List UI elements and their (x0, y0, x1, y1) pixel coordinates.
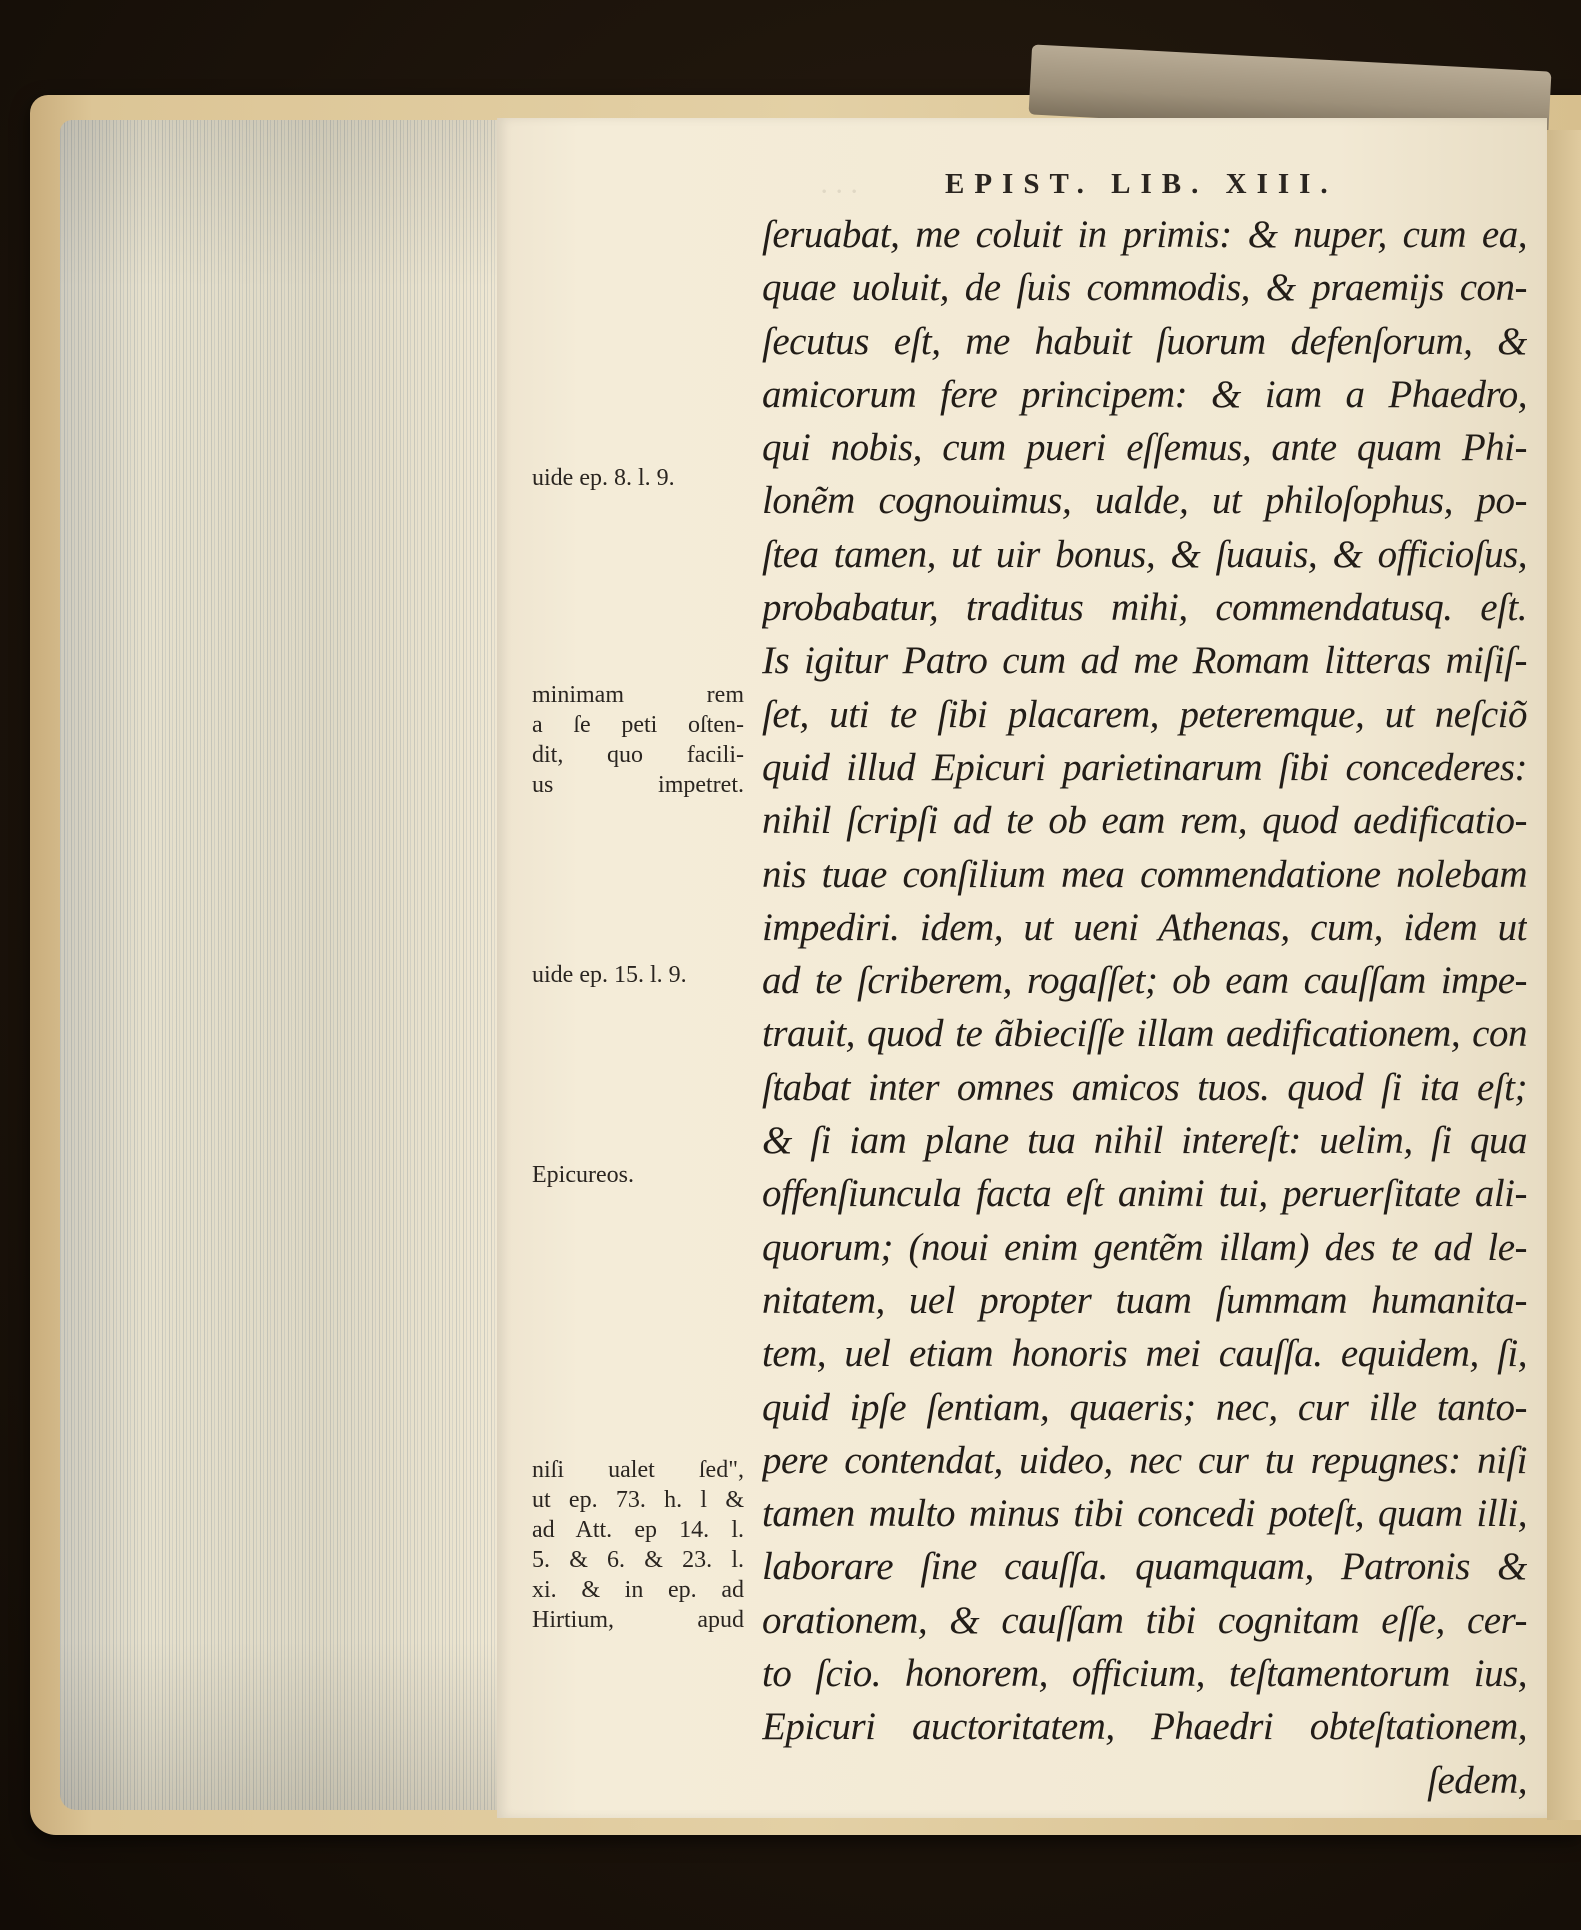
body-text (762, 208, 1527, 1807)
show-through-text: · · · (820, 175, 858, 208)
marginal-line: ut ep. 73. h. l & (532, 1487, 744, 1513)
text-line: & ſi iam plane tua nihil intereſt: uelim, ſi qua (762, 1119, 1527, 1163)
catchword: ſedem, (1427, 1758, 1527, 1802)
text-line: quae uoluit, de ſuis commodis, & praemijs con- (762, 266, 1527, 310)
text-line: ſeruabat, me coluit in primis: & nuper, cum ea, (762, 213, 1527, 256)
text-line: impediri. idem, ut ueni Athenas, cum, idem ut (762, 905, 1527, 949)
text-line: nihil ſcripſi ad te ob eam rem, quod aedificatio- (762, 799, 1527, 843)
text-line: offenſiuncula facta eſt animi tui, peruerſitate ali- (762, 1172, 1527, 1216)
marginal-note-3 (532, 960, 744, 990)
marginal-line: minimam rem (532, 682, 744, 708)
text-line: laborare ſine cauſſa. quamquam, Patronis & (762, 1545, 1527, 1589)
marginal-line: uide ep. 15. l. 9. (532, 962, 687, 988)
text-line: ſecutus eſt, me habuit ſuorum defenſorum, & (762, 319, 1527, 363)
text-line: qui nobis, cum pueri eſſemus, ante quam Phi- (762, 426, 1527, 470)
marginal-line: Epicureos. (532, 1162, 634, 1188)
text-line: Epicuri auctoritatem, Phaedri obteſtationem, (762, 1705, 1527, 1749)
text-line: ad te ſcriberem, rogaſſet; ob eam cauſſam impe- (762, 959, 1527, 1003)
text-line: orationem, & cauſſam tibi cognitam eſſe, cer- (762, 1598, 1527, 1642)
text-line: nitatem, uel propter tuam ſummam humanita- (762, 1278, 1527, 1322)
text-line: nis tuae conſilium mea commendatione nolebam (762, 852, 1527, 896)
text-line: lonẽm cognouimus, ualde, ut philoſophus, po- (762, 479, 1527, 523)
marginal-note-5 (532, 1455, 744, 1635)
text-line: quorum; (noui enim gentẽm illam) des te ad le- (762, 1225, 1527, 1269)
text-line: tem, uel etiam honoris mei cauſſa. equidem, ſi, (762, 1332, 1527, 1376)
text-line: probabatur, traditus mihi, commendatusq. eſt. (762, 586, 1527, 630)
text-line: to ſcio. honorem, officium, teſtamentorum ius, (762, 1652, 1527, 1696)
binding-edge-right (1547, 130, 1581, 1820)
text-line: ſtabat inter omnes amicos tuos. quod ſi ita eſt; (762, 1065, 1527, 1109)
marginal-note-2 (532, 680, 744, 800)
marginal-line: niſi ualet ſed", (532, 1457, 744, 1483)
running-head: EPIST. LIB. XIII. (945, 168, 1338, 200)
marginal-line: Hirtium, apud (532, 1607, 744, 1633)
marginal-line: 5. & 6. & 23. l. (532, 1547, 744, 1573)
marginal-line: a ſe peti oſten- (532, 712, 744, 738)
marginal-line: us impetret. (532, 772, 744, 798)
marginal-line: xi. & in ep. ad (532, 1577, 744, 1603)
text-line: ſet, uti te ſibi placarem, peteremque, ut neſciõ (762, 692, 1527, 736)
marginal-line: uide ep. 8. l. 9. (532, 465, 675, 491)
fore-edge-shadow (60, 120, 500, 1810)
text-line: tamen multo minus tibi concedi poteſt, quam illi, (762, 1492, 1527, 1536)
text-line: quid illud Epicuri parietinarum ſibi concederes: (762, 745, 1527, 789)
marginal-line: dit, quo facili- (532, 742, 744, 768)
text-line: trauit, quod te ãbieciſſe illam aedificationem, con (762, 1012, 1527, 1056)
marginal-note-1 (532, 463, 744, 493)
marginal-line: ad Att. ep 14. l. (532, 1517, 744, 1543)
text-line: amicorum fere principem: & iam a Phaedro, (762, 372, 1527, 416)
text-line: quid ipſe ſentiam, quaeris; nec, cur ille tanto- (762, 1385, 1527, 1429)
text-line: pere contendat, uideo, nec cur tu repugnes: niſi (762, 1438, 1527, 1482)
text-line: ſtea tamen, ut uir bonus, & ſuauis, & officioſus, (762, 532, 1527, 576)
marginal-note-4 (532, 1160, 744, 1190)
text-line: Is igitur Patro cum ad me Romam litteras miſiſ- (762, 639, 1527, 683)
